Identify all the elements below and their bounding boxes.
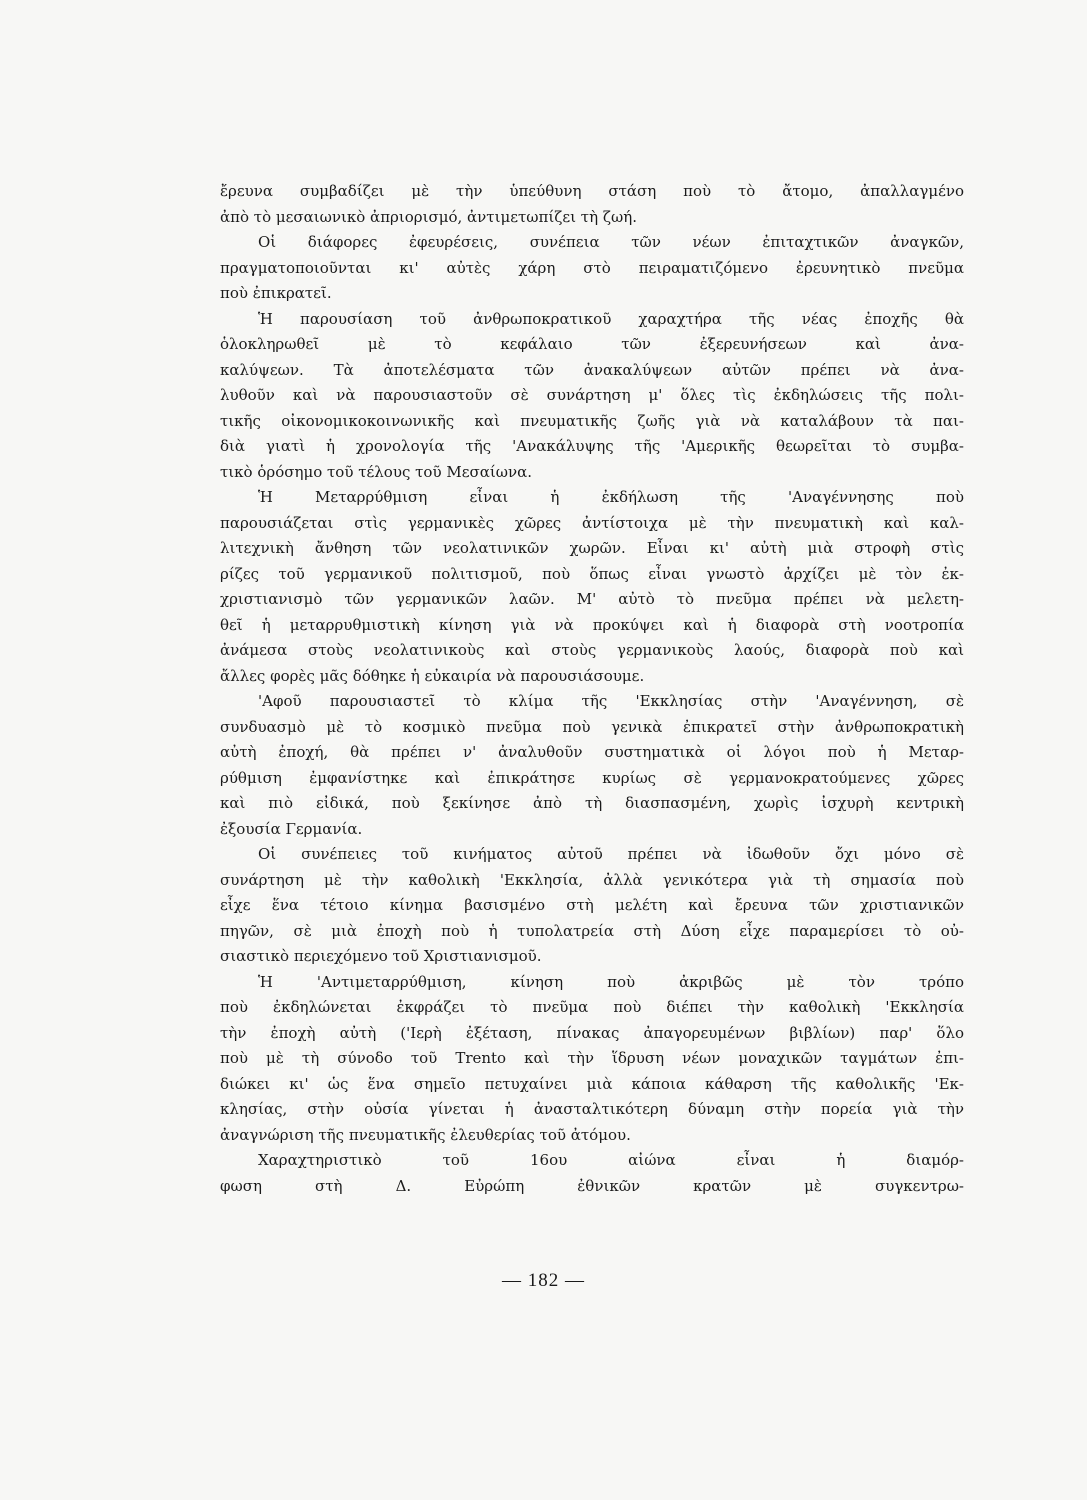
text-line: ἀνάμεσα στοὺς νεολατινικοὺς καὶ στοὺς γερμανικοὺς λαούς, διαφορὰ ποὺ καὶ: [220, 641, 964, 659]
text-line: ρίζες τοῦ γερμανικοῦ πολιτισμοῦ, ποὺ ὅπως εἶναι γνωστὸ ἀρχίζει μὲ τὸν ἐκ-: [220, 564, 964, 583]
text-line: συνδυασμὸ μὲ τὸ κοσμικὸ πνεῦμα ποὺ γενικὰ ἐπικρατεῖ στὴν ἀνθρωποκρατικὴ: [220, 717, 964, 736]
text-line: ἄλλες φορὲς μᾶς δόθηκε ἡ εὐκαιρία νὰ παρουσιάσουμε.: [220, 666, 645, 685]
text-line: ἔρευνα συμβαδίζει μὲ τὴν ὑπεύθυνη στάση ποὺ τὸ ἄτομο, ἀπαλλαγμένο: [220, 182, 964, 200]
text-line: αὐτὴ ἐποχή, θὰ πρέπει ν' ἀναλυθοῦν συστηματικὰ οἱ λόγοι ποὺ ἡ Μεταρ-: [220, 743, 964, 761]
text-line: Ἡ 'Αντιμεταρρύθμιση, κίνηση ποὺ ἀκριβῶς μὲ τὸν τρόπο: [258, 972, 964, 991]
text-line: ὁλοκληρωθεῖ μὲ τὸ κεφάλαιο τῶν ἐξερευνήσεων καὶ ἀνα-: [220, 335, 964, 353]
text-line: Χαραχτηριστικὸ τοῦ 16ου αἰώνα εἶναι ἡ διαμόρ-: [258, 1151, 964, 1169]
text-line: πηγῶν, σὲ μιὰ ἐποχὴ ποὺ ἡ τυπολατρεία στὴ Δύση εἶχε παραμερίσει τὸ οὐ-: [220, 921, 964, 940]
text-line: τικὸ ὁρόσημο τοῦ τέλους τοῦ Μεσαίωνα.: [220, 462, 532, 481]
text-line: Ἡ Μεταρρύθμιση εἶναι ἡ ἐκδήλωση τῆς 'Αναγέννησης ποὺ: [258, 488, 964, 506]
text-line: ποὺ ἐπικρατεῖ.: [220, 284, 332, 302]
text-line: εἶχε ἕνα τέτοιο κίνημα βασισμένο στὴ μελέτη καὶ ἔρευνα τῶν χριστιανικῶν: [220, 896, 964, 914]
text-line: συνάρτηση μὲ τὴν καθολικὴ 'Εκκλησία, ἀλλὰ γενικότερα γιὰ τὴ σημασία ποὺ: [220, 870, 964, 889]
page-number: — 182 —: [502, 1270, 585, 1291]
text-line: ἐξουσία Γερμανία.: [220, 819, 363, 838]
text-line: Οἱ διάφορες ἐφευρέσεις, συνέπεια τῶν νέων ἐπιταχτικῶν ἀναγκῶν,: [258, 233, 964, 251]
text-line: λιτεχνικὴ ἄνθηση τῶν νεολατινικῶν χωρῶν. Εἶναι κι' αὐτὴ μιὰ στροφὴ στὶς: [220, 539, 964, 557]
text-line: σιαστικὸ περιεχόμενο τοῦ Χριστιανισμοῦ.: [220, 947, 542, 965]
text-line: Οἱ συνέπειες τοῦ κινήματος αὐτοῦ πρέπει νὰ ἰδωθοῦν ὄχι μόνο σὲ: [258, 845, 964, 863]
text-line: καλύψεων. Τὰ ἀποτελέσματα τῶν ἀνακαλύψεων αὐτῶν πρέπει νὰ ἀνα-: [220, 360, 964, 379]
text-line: τὴν ἐποχὴ αὐτὴ ('Ιερὴ ἐξέταση, πίνακας ἀπαγορευμένων βιβλίων) παρ' ὅλο: [220, 1023, 964, 1042]
text-line: Ἡ παρουσίαση τοῦ ἀνθρωποκρατικοῦ χαραχτήρα τῆς νέας ἐποχῆς θὰ: [258, 309, 964, 328]
text-line: διὰ γιατὶ ἡ χρονολογία τῆς 'Ανακάλυψης τῆς 'Αμερικῆς θεωρεῖται τὸ συμβα-: [220, 437, 964, 455]
text-line: ἀναγνώριση τῆς πνευματικῆς ἐλευθερίας τοῦ ἀτόμου.: [220, 1125, 631, 1144]
text-line: ἀπὸ τὸ μεσαιωνικὸ ἀπριορισμό, ἀντιμετωπίζει τὴ ζωή.: [220, 207, 637, 226]
text-line: πραγματοποιοῦνται κι' αὐτὲς χάρη στὸ πειραματιζόμενο ἐρευνητικὸ πνεῦμα: [220, 258, 964, 277]
text-line: φωση στὴ Δ. Εὐρώπη ἐθνικῶν κρατῶν μὲ συγκεντρω-: [220, 1176, 964, 1195]
text-line: ρύθμιση ἐμφανίστηκε καὶ ἐπικράτησε κυρίως σὲ γερμανοκρατούμενες χῶρες: [220, 768, 964, 787]
text-line: χριστιανισμὸ τῶν γερμανικῶν λαῶν. Μ' αὐτὸ τὸ πνεῦμα πρέπει νὰ μελετη-: [220, 590, 964, 608]
text-line: παρουσιάζεται στὶς γερμανικὲς χῶρες ἀντίστοιχα μὲ τὴν πνευματικὴ καὶ καλ-: [220, 513, 964, 532]
text-line: τικῆς οἰκονομικοκοινωνικῆς καὶ πνευματικῆς ζωῆς γιὰ νὰ καταλάβουν τὰ παι-: [220, 411, 964, 430]
text-line: ποὺ μὲ τὴ σύνοδο τοῦ Trento καὶ τὴν ἵδρυση νέων μοναχικῶν ταγμάτων ἐπι-: [220, 1049, 964, 1067]
text-line: κλησίας, στὴν οὐσία γίνεται ἡ ἀνασταλτικότερη δύναμη στὴν πορεία γιὰ τὴν: [220, 1100, 964, 1118]
text-line: λυθοῦν καὶ νὰ παρουσιαστοῦν σὲ συνάρτηση μ' ὅλες τὶς ἐκδηλώσεις τῆς πολι-: [220, 386, 964, 404]
text-line: διώκει κι' ὡς ἕνα σημεῖο πετυχαίνει μιὰ κάποια κάθαρση τῆς καθολικῆς 'Εκ-: [220, 1074, 964, 1093]
body-text: [220, 179, 964, 1199]
text-line: ποὺ ἐκδηλώνεται ἐκφράζει τὸ πνεῦμα ποὺ διέπει τὴν καθολικὴ 'Εκκλησία: [220, 998, 964, 1016]
text-line: θεῖ ἡ μεταρρυθμιστικὴ κίνηση γιὰ νὰ προκύψει καὶ ἡ διαφορὰ στὴ νοοτροπία: [220, 615, 964, 634]
text-line: 'Αφοῦ παρουσιαστεῖ τὸ κλίμα τῆς 'Εκκλησίας στὴν 'Αναγέννηση, σὲ: [258, 692, 964, 710]
text-line: καὶ πιὸ εἰδικά, ποὺ ξεκίνησε ἀπὸ τὴ διασπασμένη, χωρὶς ἰσχυρὴ κεντρικὴ: [220, 794, 964, 812]
